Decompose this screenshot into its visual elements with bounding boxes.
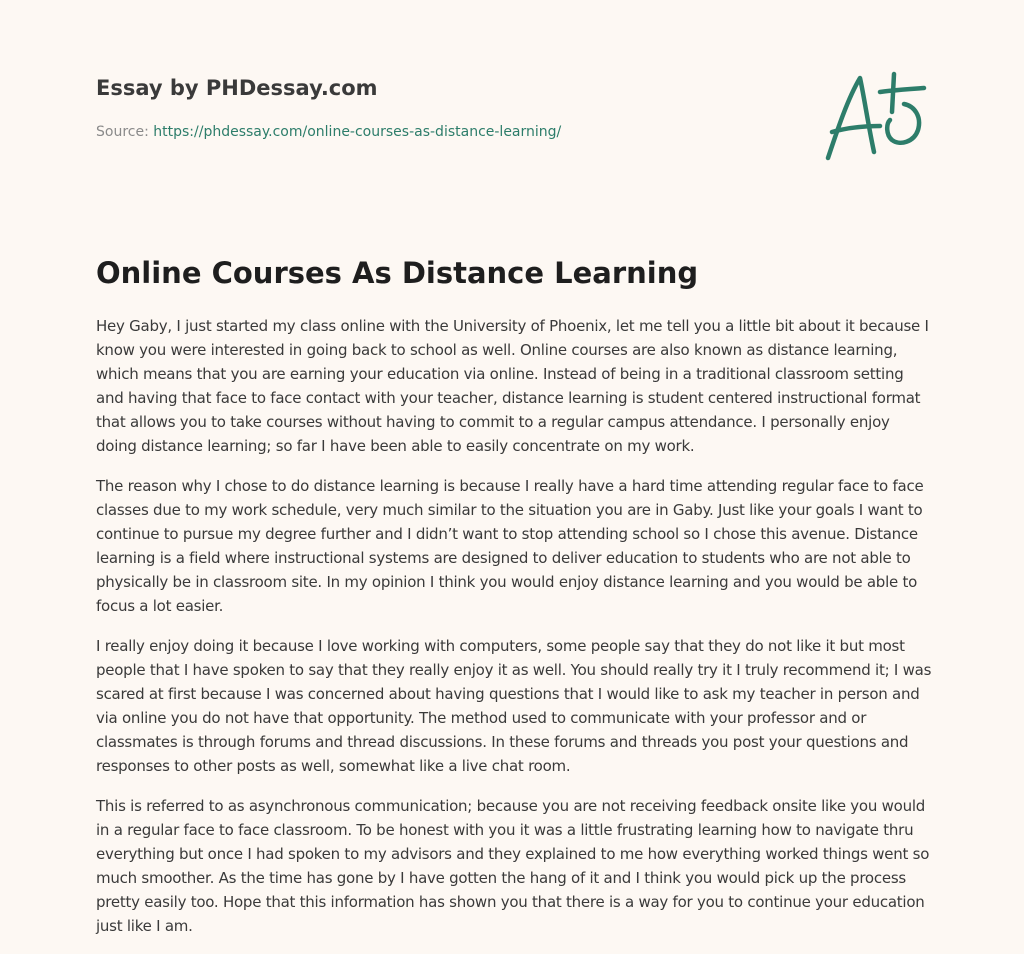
essay-body bbox=[96, 314, 932, 954]
essay-paragraph: Hey Gaby, I just started my class online with the University of Phoenix, let me tell you a little bit about it because I know you were interested in going back to school as well. Online courses are also known as distance learning, which means that you are earning your education via online. Instead of being in a traditional classroom setting and having that face to face contact with your teacher, distance learning is student centered instructional format that allows you to take courses without having to commit to a regular campus attendance. I personally enjoy doing distance learning; so far I have been able to easily concentrate on my work. bbox=[96, 317, 929, 455]
source-line bbox=[96, 124, 561, 140]
source-label: Source: bbox=[96, 124, 154, 140]
site-title: Essay by PHDessay.com bbox=[96, 76, 378, 100]
source-link[interactable]: https://phdessay.com/online-courses-as-distance-learning/ bbox=[153, 124, 562, 140]
essay-title: Online Courses As Distance Learning bbox=[96, 256, 699, 290]
essay-paragraph: I really enjoy doing it because I love working with computers, some people say that they do not like it but most people that I have spoken to say that they really enjoy it as well. You should really try it I truly recommend it; I was scared at first because I was concerned about having questions that I would like to ask my teacher in person and via online you do not have that opportunity. The method used to communicate with your professor and or classmates is through forums and thread discussions. In these forums and threads you post your questions and responses to other posts as well, somewhat like a live chat room. bbox=[96, 637, 932, 775]
a-plus-grade-icon bbox=[820, 68, 930, 168]
essay-paragraph: The reason why I chose to do distance learning is because I really have a hard time attending regular face to face classes due to my work schedule, very much similar to the situation you are in Gaby. Just like your goals I want to continue to pursue my degree further and I didn’t want to stop attending school so I chose this avenue. Distance learning is a field where instructional systems are designed to deliver education to students who are not able to physically be in classroom site. In my opinion I think you would enjoy distance learning and you would be able to focus a lot easier. bbox=[96, 477, 924, 615]
essay-paragraph: This is referred to as asynchronous communication; because you are not receiving feedback onsite like you would in a regular face to face classroom. To be honest with you it was a little frustrating learning how to navigate thru everything but once I had spoken to my advisors and they explained to me how everything worked things went so much smoother. As the time has gone by I have gotten the hang of it and I think you would pick up the process pretty easily too. Hope that this information has shown you that there is a way for you to continue your education just like I am. bbox=[96, 797, 930, 935]
